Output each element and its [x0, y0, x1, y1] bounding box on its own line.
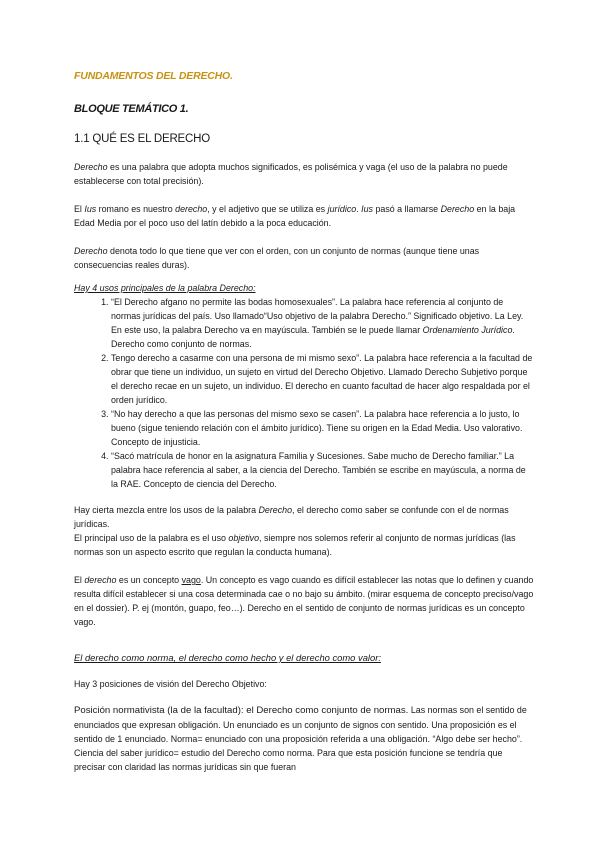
- paragraph-definition: [74, 160, 534, 188]
- list-item: [111, 407, 534, 449]
- paragraph-text: romano es nuestro: [96, 204, 176, 214]
- paragraph-text: , siempre nos solemos referir al conjunto de normas jurídicas (las normas son un aspecto escrito que regulan la conducta humana).: [74, 533, 516, 557]
- paragraph-uso-principal: [74, 531, 534, 559]
- document-content: [74, 70, 534, 774]
- paragraph-text: El: [74, 204, 85, 214]
- list-item: [111, 351, 534, 407]
- paragraph-text: es una palabra que adopta muchos significados, es polisémica y vaga (el uso de la palabra no puede establecerse con total precisión).: [74, 162, 508, 186]
- section-heading-2: El derecho como norma, el derecho como hecho y el derecho como valor:: [74, 652, 381, 663]
- term-derecho: Derecho: [440, 204, 475, 214]
- document-title: FUNDAMENTOS DEL DERECHO.: [74, 70, 233, 82]
- term-derecho: derecho: [84, 575, 117, 585]
- paragraph-text: es un concepto: [116, 575, 182, 585]
- paragraph-text: El: [74, 575, 85, 585]
- paragraph-orden: [74, 244, 534, 272]
- term-derecho: Derecho: [258, 505, 293, 515]
- paragraph-text: Hay cierta mezcla entre los usos de la palabra: [74, 505, 259, 515]
- list-item-text: “No hay derecho a que las personas del mismo sexo se casen”. La palabra hace referencia a lo justo, lo bueno (sigue teniendo relación con el ámbito jurídico). Tiene su origen en la Edad Media. Uso valorativo. Concepto de injusticia.: [111, 409, 523, 447]
- paragraph-text: . Un concepto es vago cuando es difícil establecer las notas que lo definen y cuando resulta difícil establecer si una cosa determinada cae o no bajo su ámbito. (mirar esquema de concepto preciso/vago en el dossier). P. ej (montón, guapo, feo…). Derecho en el sentido de conjunto de normas jurídicas es un concepto vago.: [74, 575, 534, 627]
- term-vago: vago: [181, 575, 201, 585]
- term-derecho: derecho: [175, 204, 208, 214]
- paragraph-text: .: [356, 204, 362, 214]
- paragraph-text: Posición normativista (la de la facultad): el Derecho como conjunto de normas.: [74, 705, 409, 716]
- list-item-text: “Sacó matrícula de honor en la asignatura Familia y Sucesiones. Sabe mucho de Derecho familiar.” La palabra hace referencia al saber, a la ciencia del Derecho. También se escribe en mayúscula, a norma de la RAE. Concepto de ciencia del Derecho.: [111, 451, 526, 489]
- term-juridico: jurídico: [327, 204, 357, 214]
- section-heading: 1.1 QUÉ ES EL DERECHO: [74, 133, 210, 145]
- usos-list: [74, 295, 534, 491]
- paragraph-ius: [74, 202, 534, 230]
- list-item: [111, 449, 534, 491]
- term-derecho: Derecho: [74, 246, 108, 256]
- list-item-text: . Derecho como conjunto de normas.: [111, 325, 515, 349]
- paragraph-normativista: [74, 703, 534, 774]
- term-ius: Ius: [84, 204, 97, 214]
- paragraph-text: , y el adjetivo que se utiliza es: [207, 204, 328, 214]
- paragraph-text: en la baja Edad Media por el poco uso del latín debido a la poca educación.: [74, 204, 516, 228]
- paragraph-posiciones: Hay 3 posiciones de visión del Derecho Objetivo:: [74, 679, 267, 689]
- paragraph-text: denota todo lo que tiene que ver con el orden, con un conjunto de normas (aunque tiene unas consecuencias reales duras).: [74, 246, 480, 270]
- list-item-text: Tengo derecho a casarme con una persona de mi mismo sexo”. La palabra hace referencia a la facultad de obrar que tiene un individuo, un sujeto en virtud del Derecho Objetivo. Llamado Derecho Subjetivo porque el derecho recae en un sujeto, un individuo. El derecho en cuanto facultad de hacer algo respaldada por el orden jurídico.: [111, 353, 533, 405]
- paragraph-concepto-vago: [74, 573, 534, 629]
- term-ius: Ius: [361, 204, 373, 214]
- term-ordenamiento: Ordenamiento Jurídico: [422, 325, 513, 335]
- usos-heading: Hay 4 usos principales de la palabra Derecho:: [74, 283, 256, 293]
- bloque-heading: BLOQUE TEMÁTICO 1.: [74, 103, 189, 115]
- paragraph-text: , el derecho como saber se confunde con el de normas jurídicas.: [74, 505, 509, 529]
- list-item-text: “El Derecho afgano no permite las bodas homosexuales”. La palabra hace referencia al conjunto de normas jurídicas del país. Uso llamado“Uso objetivo de la palabra Derecho.” Significado objetivo. La Ley. En este uso, la palabra Derecho va en mayúscula. También se le puede llamar: [111, 297, 524, 335]
- list-item: [111, 295, 534, 351]
- term-objetivo: objetivo: [228, 533, 260, 543]
- paragraph-text: El principal uso de la palabra es el uso: [74, 533, 229, 543]
- paragraph-text: Las normas son el sentido de enunciados que expresan obligación. Un enunciado es un conjunto de signos con sentido. Una proposición es el sentido de 1 enunciado. Norma= enunciado con una proposición referida a una obligación. “Algo debe ser hecho”. Ciencia del saber jurídico= estudio del Derecho como norma. Para que esta posición funcione se tendría que precisar con claridad las normas jurídicas sin que fueran: [74, 705, 527, 772]
- paragraph-text: pasó a llamarse: [373, 204, 441, 214]
- term-derecho: Derecho: [74, 162, 108, 172]
- paragraph-mezcla: [74, 503, 534, 531]
